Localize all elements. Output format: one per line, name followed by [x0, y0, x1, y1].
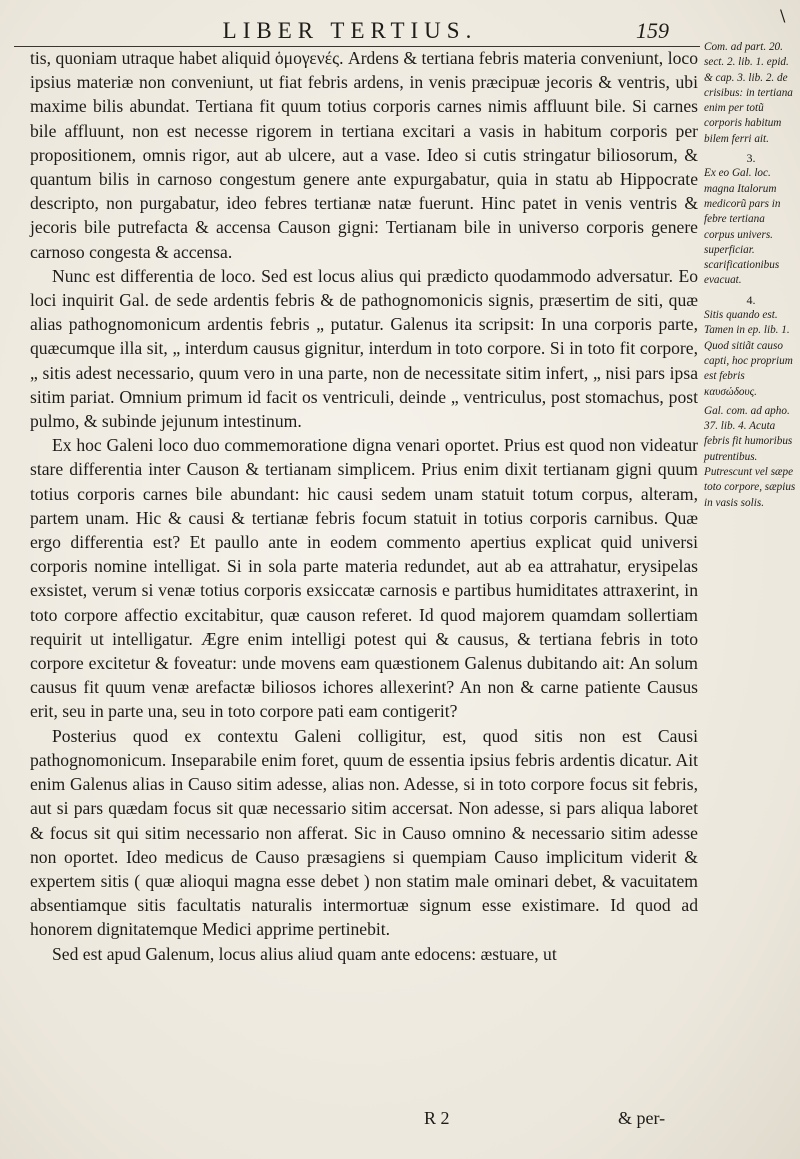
running-header-title: LIBER TERTIUS. — [222, 18, 478, 43]
margin-note-text: Sitis quando est. Tamen in ep. lib. 1. Quod sitiãt causo capti, hoc proprium est febris καυσώδους. — [704, 309, 793, 398]
corner-mark: \ — [780, 6, 786, 25]
paragraph: Posterius quod ex contextu Galeni colligitur, est, quod sitis non est Causi pathognomonicum. Inseparabile enim foret, quum de essentia ipsius febris ardentis dicatur. Ait enim Galenus alias in Causo sitim adesse, alias non. Adesse, si in toto corpore focus sit febris, aut si pars quædam focus sit quæ necessario sitim accersat. Non adesse, si pars aliqua laboret & focus sit qui sitim necessario non afferat. Sic in Causo omnino & necessario sitim adesse non oportet. Ideo medicus de Causo præsagiens si quempiam Causo implicitum viderit & expertem sitis ( quæ alioqui magna esse debet ) non statim male ominari debet, & vacuitatem absentiamque sitis facultatis naturalis intermortuæ signum esse existimare. Id quod ad honorem dignitatemque Medici apprime pertinebit. — [30, 725, 698, 940]
paragraph: Nunc est differentia de loco. Sed est locus alius qui prædicto quodammodo adversatur. Eo loci inquirit Gal. de sede ardentis febris & de pathognomonicis signis, præsertim de siti, quæ alias pathognomonicum ardentis febris „ putatur. Galenus ita scripsit: In una corporis parte, quæcumque illa sit, „ interdum causus gignitur, interdum in toto corpore. Si in toto fit corpore, „ sitis adest necessario, quum vero in una parte, non de necessitate sitim infert, „ nisi pars ipsa sitim pariat. Omnium primum id facit os ventriculi, deinde „ ventriculus, post stomachus, post pulmo, & subinde jejunum intestinum. — [30, 265, 698, 432]
margin-note — [704, 293, 798, 400]
catchword: & per- — [618, 1108, 666, 1128]
margin-note-number: 4. — [746, 292, 756, 307]
margin-note-text: Ex eo Gal. loc. magna Italorum medicorũ pars in febre tertiana corpus univers. superficiar. scarificationibus evacuat. — [704, 167, 781, 287]
paragraph: Sed est apud Galenum, locus alius aliud quam ante edocens: æstuare, ut — [52, 943, 557, 964]
margin-note — [704, 404, 798, 511]
signature-mark: R 2 — [424, 1108, 450, 1128]
margin-note — [704, 151, 798, 289]
paragraph: tis, quoniam utraque habet aliquid ὁμογενές. Ardens & tertiana febris materia conveniunt, loco ipsius materiæ non conveniunt, ut fiat febris ardens, in venis præcipuæ jecoris & ventris, ubi maxime bilis abundat. Tertiana fit quum totius corporis carnes nimis affluunt bile. Si carnes bile affluunt, non est necesse rigorem in tertiana excitari a vasis in habitum corporis per propositionem, omnis rigor, aut ab ulcere, aut a vase. Ideo si cutis stringatur biliosorum, & quantum bilis in carnoso congestum genere ante expurgabatur, quia in statu ab Hippocrate descripto, non purgabatur, ideo febres tertianæ natæ fuerunt. Hinc patet in venis ventris & jecoris bile putrefacta & accensa Causon gigni: Tertianam bile in universo corporis genere carnoso congesta & accensa. — [30, 48, 698, 262]
body-text — [30, 46, 698, 966]
margin-note — [704, 40, 798, 147]
margin-note-text: Gal. com. ad apho. 37. lib. 4. Acuta febris fit humoribus putrentibus. Putrescunt vel sæpe toto corpore, sæpius in vasis solis. — [704, 404, 796, 509]
margin-notes — [704, 40, 798, 515]
page-number: 159 — [636, 18, 669, 43]
margin-note-number: 3. — [746, 151, 756, 166]
paragraph: Ex hoc Galeni loco duo commemoratione digna venari oportet. Prius est quod non videatur stare differentia inter Causon & tertianam simplicem. Prius enim dixit tertianam gigni quum totius corporis carnes bile abundant: hic causi sedem unam statuit totum corpus, alteram, partem unam. Hic & causi & tertianæ febris focum statuit in totius corporis carnibus. Quæ ergo differentia est? Et paullo ante in eodem commento apertius explicat quid universi corporis nomine intelligat. Si in sola parte materia redundet, aut ab ea attrahatur, erysipelas exsistet, verum si venæ totius corporis exsiccatæ carnosis e partibus humiditates attraxerint, in toto corpore affectio excitabitur, quæ causon referet. Id quod majorem quamdam sollertiam requirit ut intelligatur. Ægre enim intelligi potest qui & causus, & tertiana febris in toto corpore excitetur & foveatur: unde movens eam quæstionem Galenus dubitando ait: An solum causus fit quum venæ arefactæ biliosos ichores allexerint? An non & carne patiente Causus erit, seu in parte una, seu in toto corpore pati eam contigerit? — [30, 435, 698, 722]
margin-note-text: Com. ad part. 20. sect. 2. lib. 1. epid. & cap. 3. lib. 2. de crisibus: in tertiana enim per totũ corporis habitum bilem ferri ait. — [704, 41, 793, 145]
